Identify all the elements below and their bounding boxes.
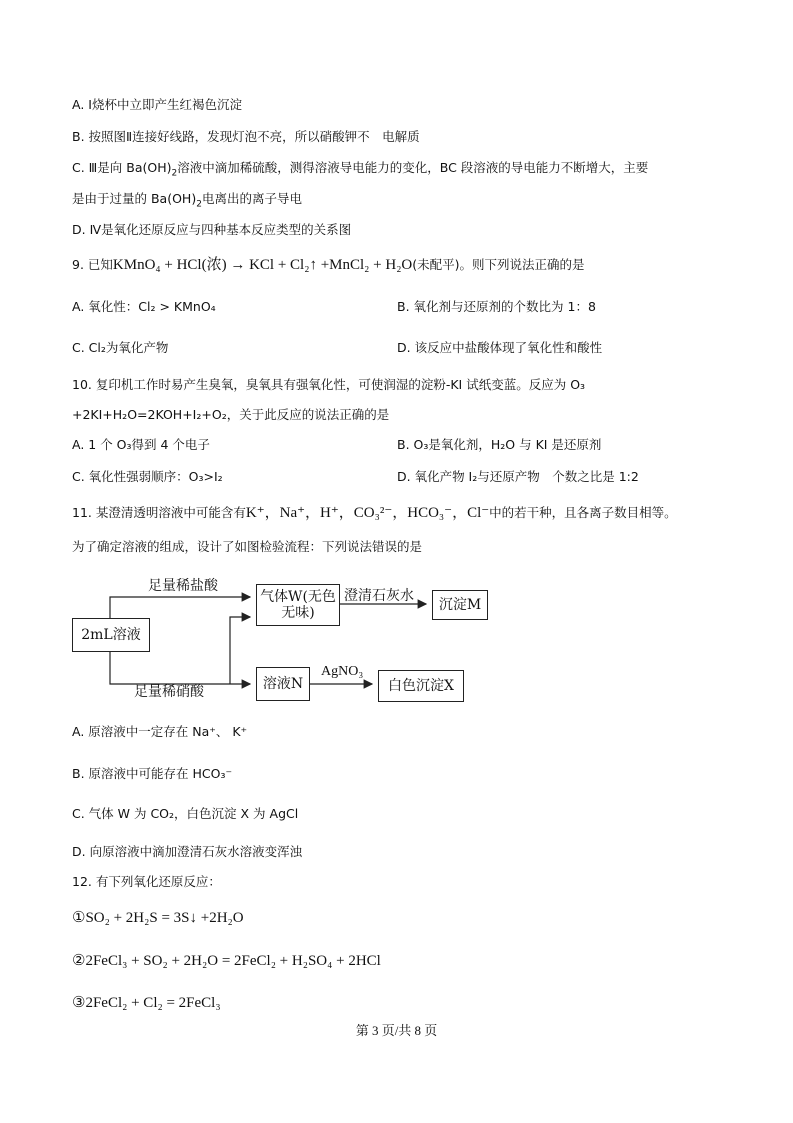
q11-option-a: A. 原溶液中一定存在 Na⁺、 K⁺ [72,724,248,739]
q12-reaction-1: ①SO₂ + 2H₂S = 3S↓ +2H₂O [72,910,244,926]
q11-stem-post: 中的若干种，且各离子数目相等。 [489,505,677,520]
q8-c1-post: 溶液中滴加稀硫酸，测得溶液导电能力的变化，BC 段溶液的导电能力不断增大，主要 [177,160,649,175]
q11-option-c: C. 气体 W 为 CO₂，白色沉淀 X 为 AgCl [72,806,299,821]
q8-c1-pre: C. Ⅲ是向 Ba(OH) [72,160,172,175]
q8-c2-pre: 是由于过量的 Ba(OH) [72,191,197,206]
q9-equation: KMnO₄ + HCl(浓) → KCl + Cl₂↑ +MnCl₂ + H₂O [112,257,413,273]
q10-option-b: B. O₃是氧化剂，H₂O 与 KI 是还原剂 [397,437,602,452]
q8-option-a: A. Ⅰ烧杯中立即产生红褐色沉淀 [72,97,242,112]
q11-stem-pre: 11. 某澄清透明溶液中可能含有 [72,505,246,520]
flow-label-hno3: 足量稀硝酸 [134,684,204,700]
flow-label-agno3: AgNO₃ [321,664,364,679]
q10-option-a: A. 1 个 O₃得到 4 个电子 [72,437,210,452]
flow-precip-m-box: 沉淀M [432,590,488,620]
flow-gas-box: 气体W(无色无味) [256,584,340,626]
q12-reaction-3: ③2FeCl₂ + Cl₂ = 2FeCl₃ [72,995,221,1011]
q11-option-d: D. 向原溶液中滴加澄清石灰水溶液变浑浊 [72,844,303,859]
flow-start-box: 2mL溶液 [72,618,150,652]
q8-c1-sub: 2 [171,168,178,179]
arrow-merge-gas [230,617,250,684]
q9-option-b: B. 氧化剂与还原剂的个数比为 1：8 [397,299,596,314]
flow-precip-x-box: 白色沉淀X [378,670,464,702]
q8-c2-sub: 2 [196,199,202,210]
q10-stem-line1: 10. 复印机工作时易产生臭氧，臭氧具有强氧化性，可使润湿的淀粉-KI 试纸变蓝。反应为 O₃ [72,377,586,392]
q9-suffix: (未配平)。则下列说法正确的是 [412,257,585,272]
q10-option-d: D. 氧化产物 I₂与还原产物 个数之比是 1:2 [397,469,639,484]
page-footer: 第 3 页/共 8 页 [355,1023,438,1038]
q9-prefix: 9. 已知 [72,257,113,272]
q11-option-b: B. 原溶液中可能存在 HCO₃⁻ [72,766,233,781]
q12-reaction-2: ②2FeCl₃ + SO₂ + 2H₂O = 2FeCl₂ + H₂SO₄ + 2HCl [72,953,381,969]
flow-solution-n-box: 溶液N [256,667,310,701]
flow-label-hcl: 足量稀盐酸 [148,578,218,594]
q11-stem-line2: 为了确定溶液的组成，设计了如图检验流程：下列说法错误的是 [72,539,423,554]
q12-stem: 12. 有下列氧化还原反应： [72,874,221,889]
q10-option-c: C. 氧化性强弱顺序：O₃>I₂ [72,469,223,484]
q8-option-b: B. 按照图Ⅱ连接好线路，发现灯泡不亮，所以硝酸钾不 电解质 [72,129,420,144]
q10-stem-line2: +2KI+H₂O=2KOH+I₂+O₂，关于此反应的说法正确的是 [72,407,390,422]
q9-option-c: C. Cl₂为氧化产物 [72,340,169,355]
q8-c2-post: 电离出的离子导电 [201,191,302,206]
arrow-to-solution-n [110,650,250,684]
arrow-to-gas [110,597,250,618]
flow-label-limewater: 澄清石灰水 [344,588,414,604]
q9-option-d: D. 该反应中盐酸体现了氧化性和酸性 [397,340,603,355]
q9-option-a: A. 氧化性：Cl₂ > KMnO₄ [72,299,216,314]
q8-option-d: D. Ⅳ是氧化还原反应与四种基本反应类型的关系图 [72,222,352,237]
q11-ion-list: K⁺，Na⁺，H⁺，CO₃²⁻，HCO₃⁻，Cl⁻ [245,505,490,521]
